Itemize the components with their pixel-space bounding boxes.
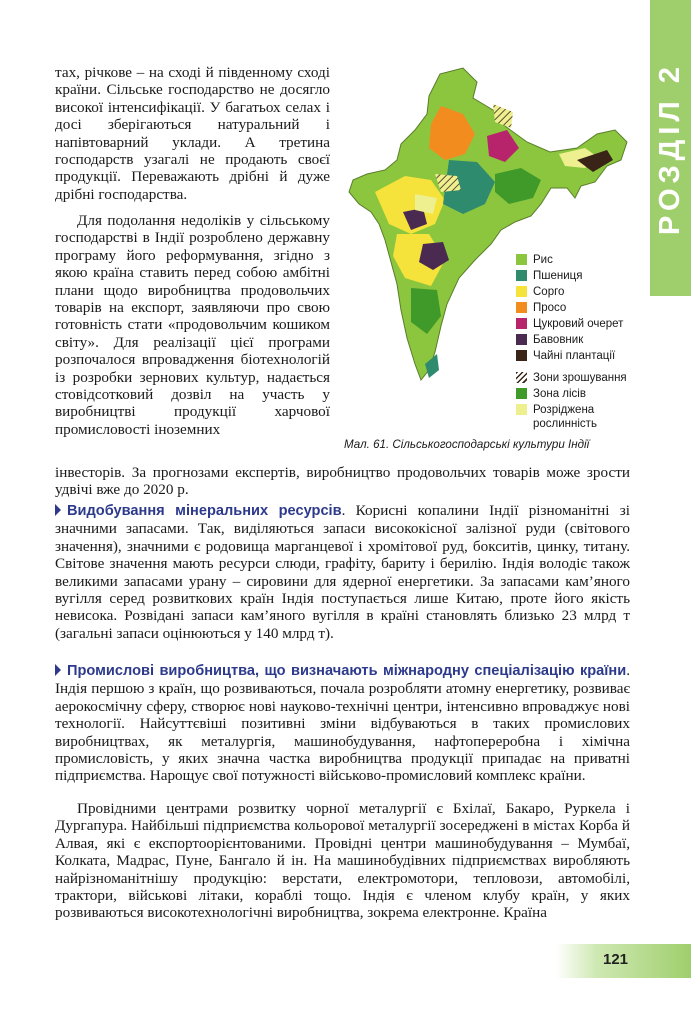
legend-item: Сорго	[516, 286, 564, 300]
section-marker-icon	[55, 504, 61, 516]
legend-item-continuation: рослинність	[533, 418, 597, 430]
legend-swatch	[516, 388, 527, 399]
legend-swatch	[516, 350, 527, 361]
section-marker-icon	[55, 664, 61, 676]
body-paragraph: Провідними центрами розвитку чорної металургії є Бхілаї, Бакаро, Руркела і Дургапура. Найбільші підприємства кольорової металургії зосереджені в містах Корба й Алвая, які є експортоорієнтованими. Провідні центри машинобудування – Мумбаї, Колката, Мадрас, Пуне, Бангало й ін. На машинобудівних підприємствах виробляють найрізноманітнішу продукцію: верстати, електромотори, тепловози, автомобілі, трактори, військові літаки, кораблі тощо. Індія є членом клубу країн, у яких розвиваються високотехнологічні виробництва, зокрема електронне. Країна	[55, 800, 630, 922]
legend-item: Просо	[516, 302, 566, 316]
legend-swatch	[516, 334, 527, 345]
page-number: 121	[603, 951, 629, 968]
legend-swatch	[516, 404, 527, 415]
body-paragraph: тах, річкове – на сході й південному сході країни. Сільське господарство не досягло високої інтенсифікації. У багатьох селах і досі зберігаються натуральний і напівтоварний уклади. А третина господарств узагалі не продають своєї продукції. Переважають дрібні й дуже дрібні господарства.	[55, 64, 330, 203]
legend-item: Пшениця	[516, 270, 582, 284]
legend-item: Чайні плантації	[516, 350, 615, 364]
legend-item: Розріджена	[516, 404, 594, 418]
body-paragraph: Для подолання недоліків у сільському господарстві в Індії розроблено державну програму його реформування, згідно з якою країна ставить перед собою амбітні плани щодо виробництва продовольчих товарів на експорт, заявляючи про свою готовність стати «продовольчим кошиком світу». Для реалізації цієї програми розпочалося впровадження біотехнологій із розробки зернових культур, надається стовідсотковий дозвіл на участь у виробництві продукції харчової промисловості іноземних	[55, 212, 330, 438]
section-heading: Видобування мінеральних ресурсів	[67, 503, 342, 519]
legend-swatch-hatch	[516, 372, 527, 383]
section-minerals	[55, 502, 630, 642]
legend-item: Цукровий очерет	[516, 318, 623, 332]
section-heading: Промислові виробництва, що визначають міжнародну спеціалізацію країни	[67, 663, 627, 679]
section-text: . Індія першою з країн, що розвиваються, почала розробляти атомну енергетику, розвиває аерокосмічну сферу, створює нові науково-технічні центри, інтенсивно впроваджує нові технології. Найсуттєвіші позитивні зміни відбуваються в таких промислових виробництвах, як металургія, машинобудування, нафтопереробна і хімічна промисловість, у яких значна частка виробництва продукції припадає на приватні підприємства. Нарощує свої потужності військово-промисловий комплекс країни.	[55, 662, 630, 785]
body-paragraph: інвесторів. За прогнозами експертів, виробництво продовольчих товарів може зрости удвічі вже до 2020 р.	[55, 464, 630, 499]
chapter-label: РОЗДІЛ 2	[654, 62, 686, 236]
legend-swatch	[516, 302, 527, 313]
legend-item: Зони зрошування	[516, 372, 627, 386]
legend-swatch	[516, 254, 527, 265]
legend-swatch	[516, 270, 527, 281]
chapter-side-tab	[650, 0, 691, 296]
figure-caption: Мал. 61. Сільськогосподарські культури Індії	[344, 438, 590, 451]
legend-item: Бавовник	[516, 334, 583, 348]
legend-item: Зона лісів	[516, 388, 586, 402]
legend-item: Рис	[516, 254, 553, 268]
legend-swatch	[516, 286, 527, 297]
section-industry	[55, 662, 630, 785]
legend-swatch	[516, 318, 527, 329]
india-agriculture-map	[345, 64, 645, 384]
section-text: . Корисні копалини Індії різноманітні зі значними запасами. Так, виділяються запаси висококісної залізної руди (світового значення), значними є родовища марганцевої і хромітової руд, бокситів, цинку, титану. Світове значення мають ресурси слюди, графіту, бариту і берилію. Індія володіє також великими запасами урану – сировини для ядерної енергетики. За запасами кам’яного вугілля серед розвиткових країн Індія поступається лише Китаю, проте його якість невисока. Розвідані запаси кам’яного вугілля в країні становлять близько 23 млрд т (загальні запаси оцінюються у 140 млрд т).	[55, 502, 630, 642]
